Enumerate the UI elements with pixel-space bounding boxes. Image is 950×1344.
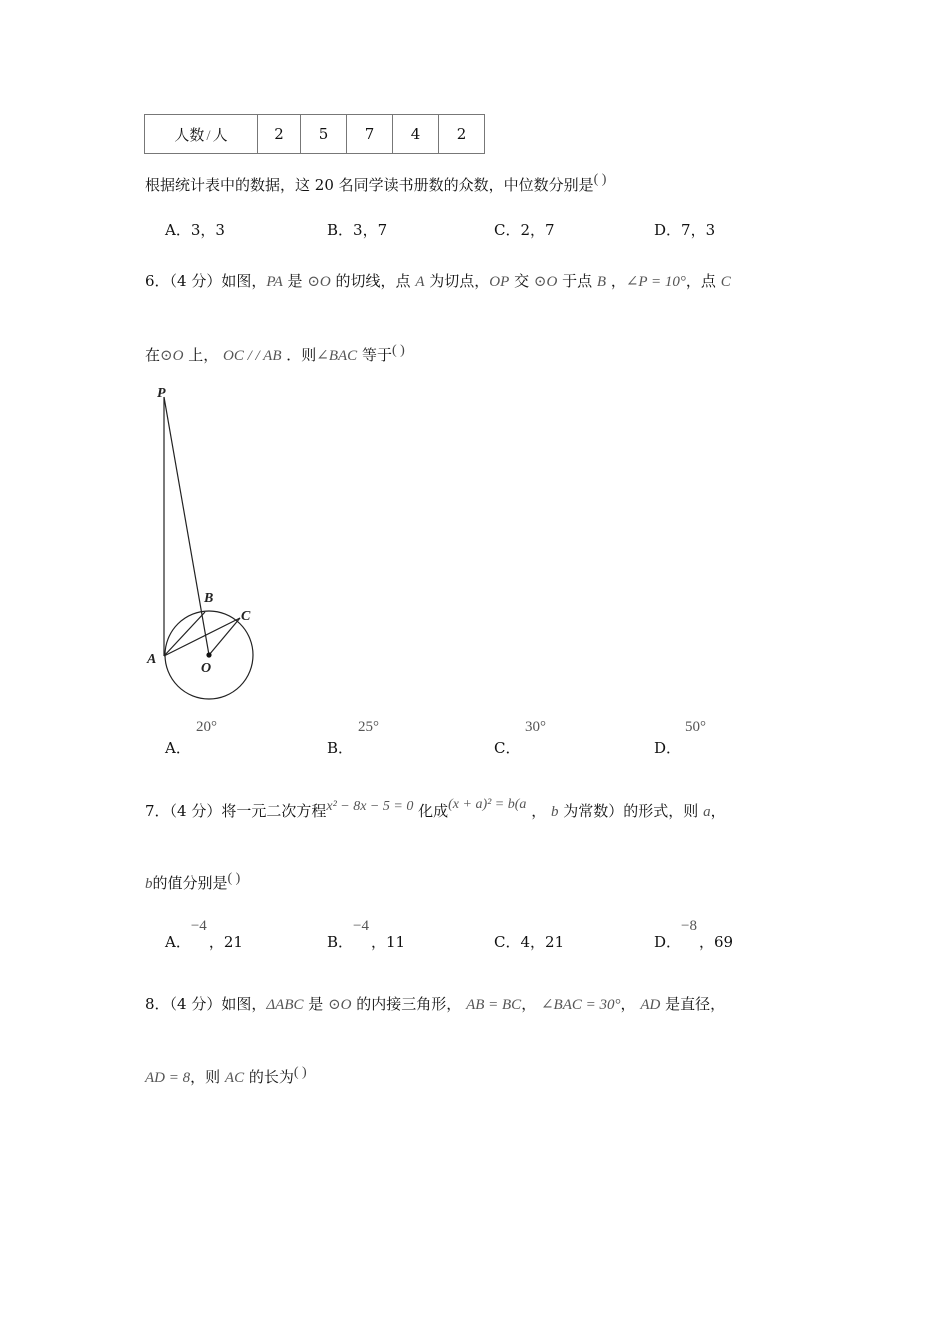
segment-oc: [209, 618, 240, 655]
stat-table: [144, 114, 485, 154]
q6-option-a-value: 20°: [196, 719, 217, 735]
q7-option-b[interactable]: B．−4，11: [327, 918, 406, 951]
label-c: C: [241, 609, 251, 624]
q8-line1: 8．（4 分）如图，ΔABC 是 ⊙O 的内接三角形， AB = BC， ∠BAC = 30°， AD 是直径，: [145, 995, 726, 1013]
label-a: A: [147, 652, 157, 667]
q6-line1: 6．（4 分）如图，PA 是 ⊙O 的切线，点 A 为切点，OP 交 ⊙O 于点 B ，∠P = 10°，点 C: [145, 272, 731, 290]
q6-option-d-value: 50°: [685, 719, 706, 735]
table-header-cell: 人数 / 人: [145, 115, 258, 154]
table-row: [145, 115, 485, 154]
label-o: O: [201, 661, 212, 676]
q6-option-c[interactable]: C．: [494, 739, 521, 757]
q5-option-b[interactable]: B．3，7: [327, 221, 388, 239]
table-cell: 2: [439, 115, 485, 154]
q6-line2: 在⊙O 上， OC / / AB ．则∠BAC 等于( ): [145, 343, 405, 364]
label-p: P: [157, 386, 166, 401]
geometry-figure: [140, 380, 270, 700]
q7-line1: 7．（4 分）将一元二次方程x² − 8x − 5 = 0 化成(x + a)² = b(a ， b 为常数）的形式，则 a，: [145, 797, 726, 820]
q7-line2: b的值分别是( ): [145, 871, 241, 892]
q5-text: 根据统计表中的数据，这 20 名同学读书册数的众数，中位数分别是( ): [145, 172, 607, 194]
table-cell: 2: [258, 115, 301, 154]
table-cell: 7: [347, 115, 393, 154]
q6-option-b[interactable]: B．: [327, 739, 354, 757]
q6-option-b-value: 25°: [358, 719, 379, 735]
q7-option-a[interactable]: A．−4，21: [165, 918, 243, 951]
q7-option-d[interactable]: D．−8，69: [654, 918, 734, 951]
q5-option-d[interactable]: D．7，3: [654, 221, 716, 239]
center-point: [206, 652, 211, 657]
label-b: B: [204, 591, 214, 606]
segment-ac: [164, 618, 240, 656]
q8-line2: AD = 8，则 AC 的长为( ): [145, 1065, 307, 1086]
q6-option-c-value: 30°: [525, 719, 546, 735]
q6-option-d[interactable]: D．: [654, 739, 682, 757]
q5-option-c[interactable]: C．2，7: [494, 221, 555, 239]
q6-option-a[interactable]: A．: [165, 739, 191, 757]
q5-option-a[interactable]: A．3，3: [165, 221, 225, 239]
table-cell: 5: [301, 115, 347, 154]
segment-po: [164, 397, 209, 655]
q7-option-c[interactable]: C．4，21: [494, 933, 565, 951]
table-cell: 4: [393, 115, 439, 154]
